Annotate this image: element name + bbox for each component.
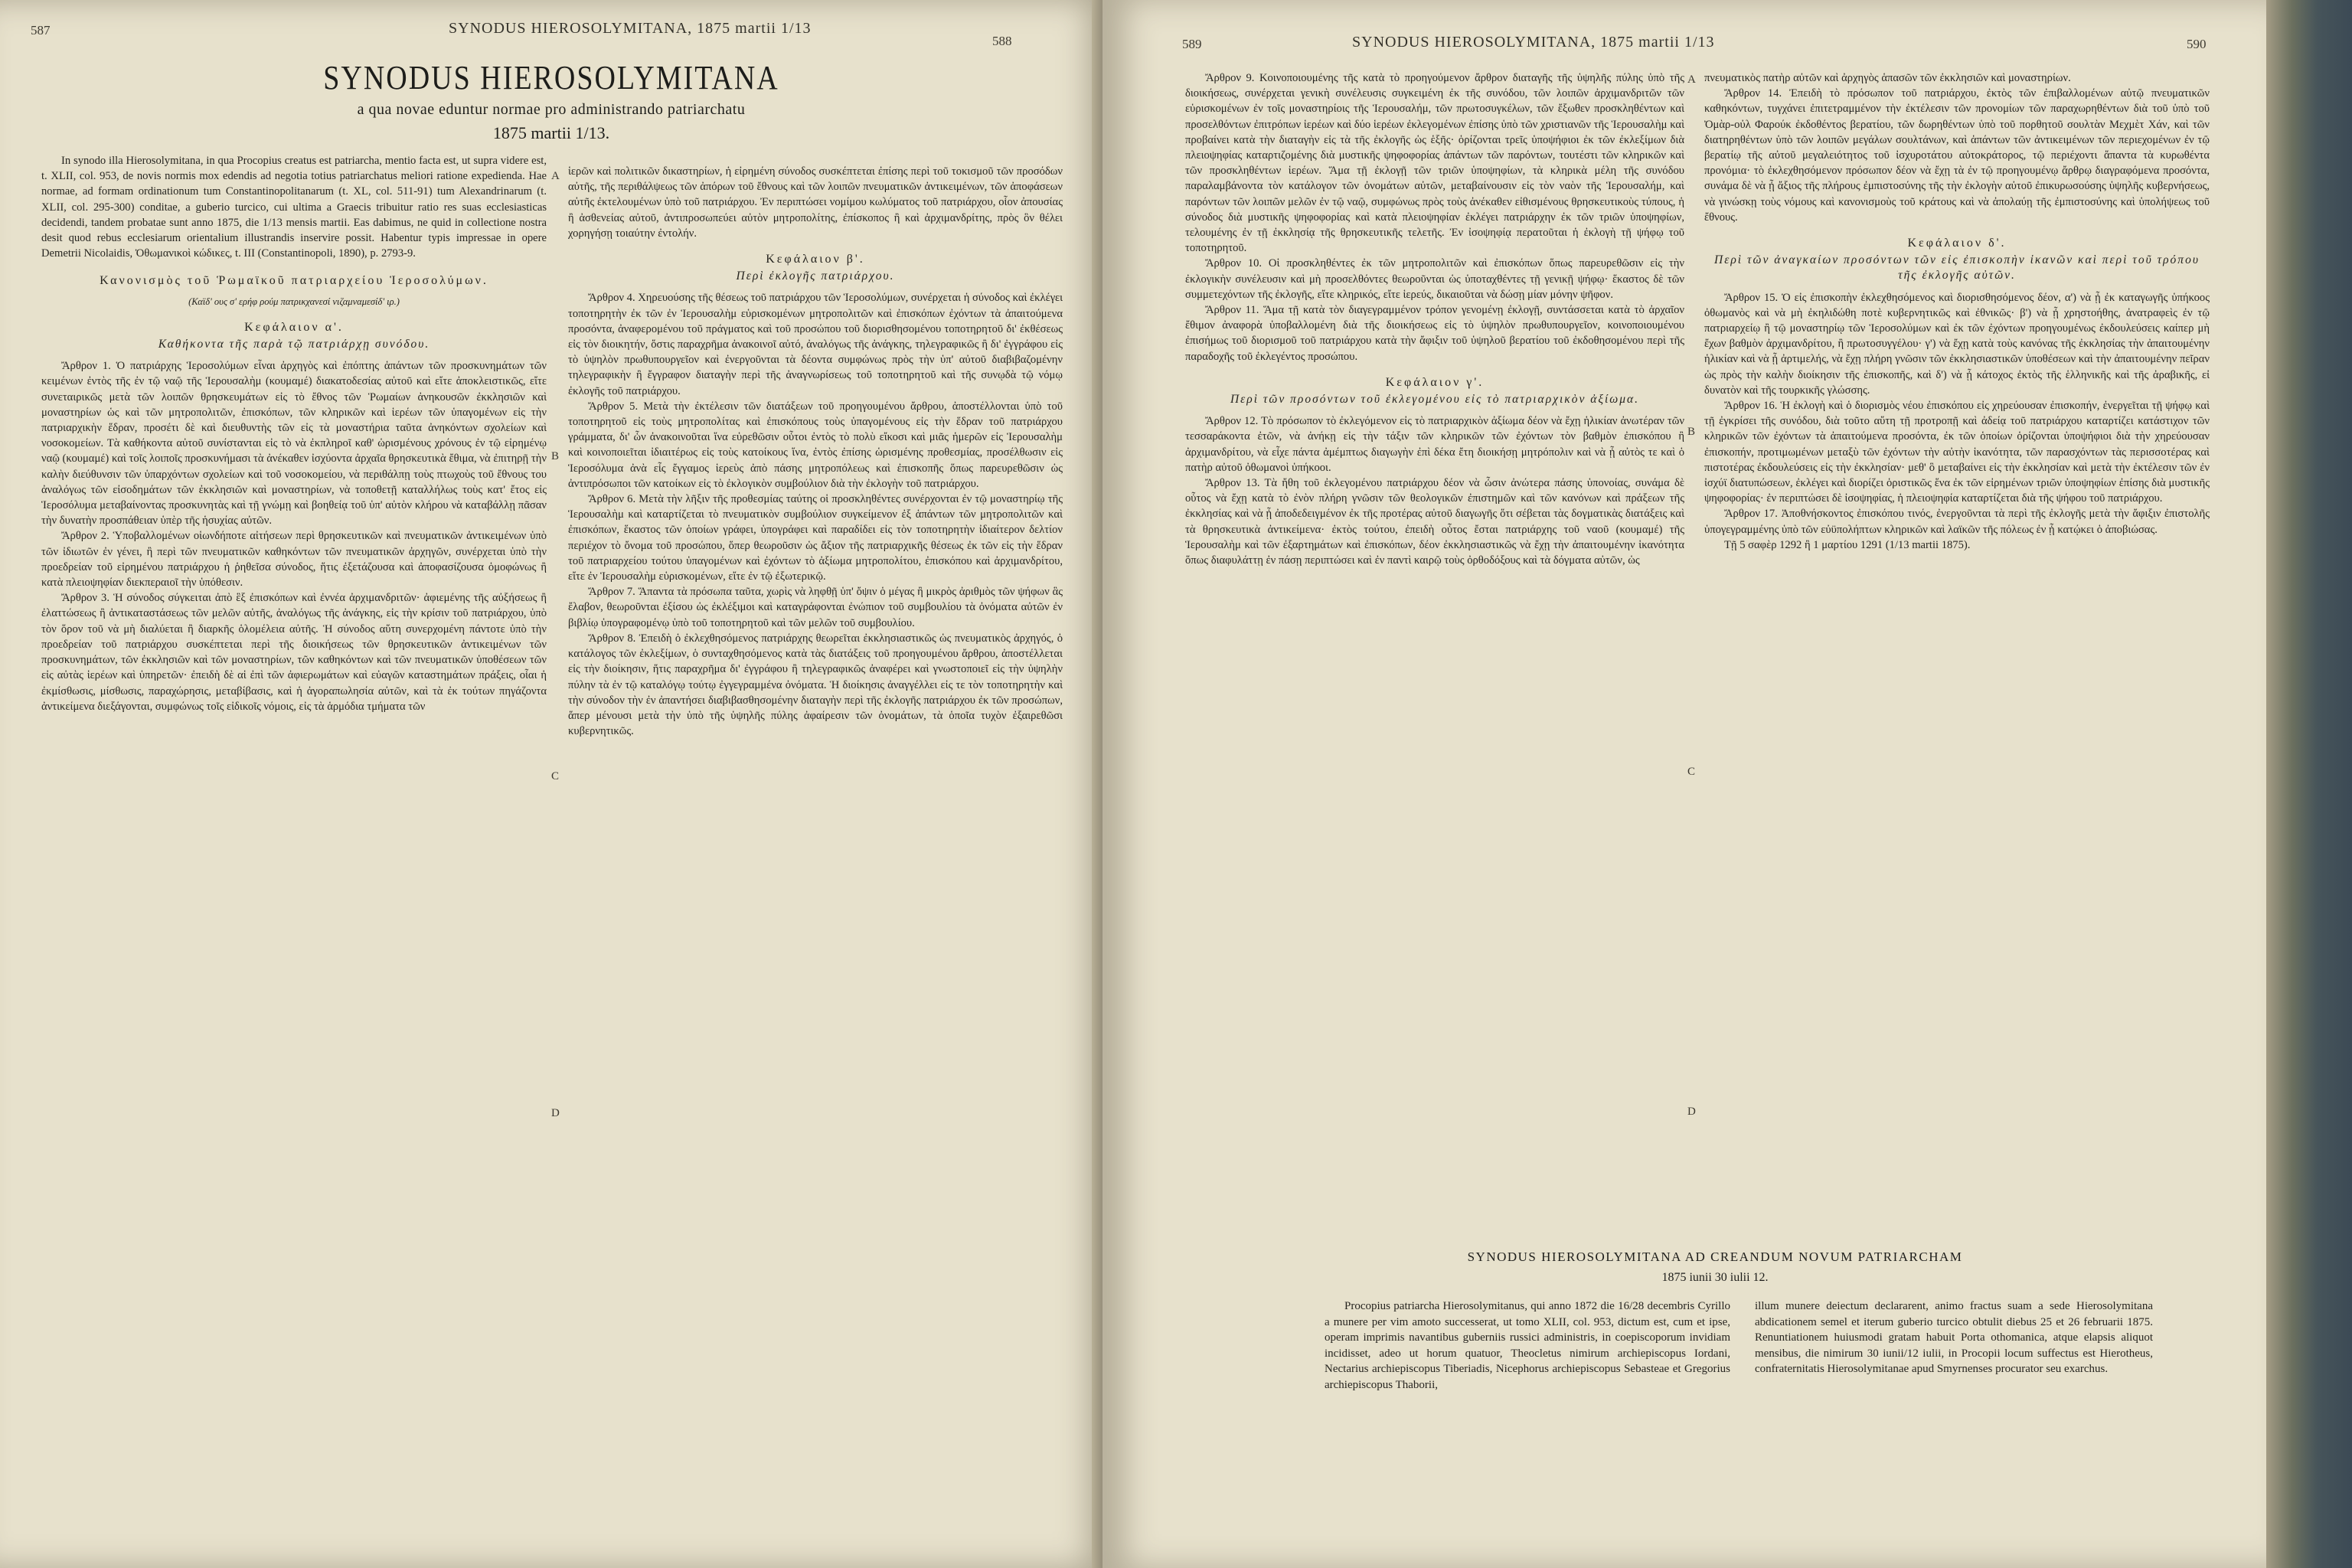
book-edge [2266,0,2352,1568]
chapter-3-heading: Κεφάλαιον γ'. [1385,375,1485,389]
column-marker-b: B [1687,426,1696,438]
chapter-2-heading: Κεφάλαιον β'. [766,253,865,266]
article-paragraph: Ἄρθρον 13. Τὰ ἤθη τοῦ ἐκλεγομένου πατριάρχου δέον νὰ ὦσιν ἀνώτερα πάσης ὑπονοίας, συνάμα δὲ οὗτος νὰ ἔχῃ κατὰ τὸ ἐνὸν πλήρη γνῶσιν τῶν θεολογικῶν ἐπιστημῶν καὶ τῶν κανόνων καὶ πράξεων τῆς ἐκκλησίας καὶ νὰ ᾖ ἀποδεδειγμένον ἐκ τῆς προτέρας αὐτοῦ διαγωγῆς ὅτι σέβεται τὰς δογματικὰς διατάξεις καὶ τὰ θρησκευτικὰ ἀντικείμενα· ἐκτὸς τούτου, ἐπειδὴ οὗτος ἔσται πατριάρχης τοῦ ναοῦ (κουμαμέ) τῆς Ἱερουσαλὴμ καὶ τῶν ἐξαρτημάτων καὶ ἐπισκόπων, δέον ἐκκλησιαστικῶς νὰ ἔχῃ τὴν ἀπαιτουμένην ἱκανότητα ὅπως διαφυλάττῃ ἐν πάσῃ περιπτώσει καὶ ἐν παντὶ καιρῷ τοὺς ὀρθοδόξους καὶ τὰ δόγματα αὐτῶν, ὡς [1185,477,1684,567]
column-marker-a: A [551,170,560,182]
section-2-column-1 [1325,1298,1730,1393]
article-paragraph: Ἄρθρον 6. Μετὰ τὴν λῆξιν τῆς προθεσμίας ταύτης οἱ προσκληθέντες συνέρχονται ἐν τῷ μοναστηρίῳ τῆς Ἱερουσαλὴμ καὶ καταρτίζεται τὸ πνευματικὸν συμβούλιον συγκείμενον ἐξ ἁπάντων τῶν μητροπολιτῶν καὶ ἐπισκόπων, ἕκαστος τῶν ὁποίων γράφει, ὑπογράφει καὶ παραδίδει εἰς τὸν τοποτηρητὴν ἰδιαίτερον δελτίον περιέχον τὸ ὄνομα τοῦ προσώπου, ὅπερ θεωροῦσιν ὡς ἄξιον τῆς πατριαρχικῆς θέσεως ἐκ τῶν εἰς τὴν ἕδραν τοῦ πατριαρχείου τούτου ὑπαγομένων καὶ ἐχόντων τὸ ἀξίωμα μητροπολίτου, ἐπισκόπου καὶ ἀρχιμανδρίτου, εἴτε ἐν Ἱερουσαλὴμ εὑρισκομένων, εἴτε ἐν τῷ ἐξωτερικῷ. [568,493,1063,583]
article-paragraph: Ἄρθρον 14. Ἐπειδὴ τὸ πρόσωπον τοῦ πατριάρχου, ἐκτὸς τῶν ἐπιβαλλομένων αὐτῷ πνευματικῶν καθηκόντων, τυγχάνει ἐπιτετραμμένον τὴν ἐκτέλεσιν τῶν προνομίων τῶν παραχωρηθέντων διὰ τοῦ ὑπὸ τοῦ Ὀμὰρ-οὐλ Φαρούκ ἐκδοθέντος βερατίου, τῶν δωρηθέντων ὑπὸ τοῦ πορθητοῦ σουλτὰν Μεχμὲτ Χάν, καὶ τῶν διατηρηθέντων ὑπὸ τῶν λοιπῶν μεγάλων σουλτάνων, καὶ ἁπάντων τῶν ἀντικειμένων τῶν περιεχομένων ἐν τῷ βερατίῳ τῆς αὐτοῦ μεγαλειότητος τοῦ ἰσχυροτάτου αὐτοκράτορος, τῷ περιέχοντι ἅπαντα τὰ κυρωθέντα προνόμια· τὸ ἐκλεχθησόμενον πρόσωπον δέον νὰ ἔχῃ τὰ ἐν τῷ προηγουμένῳ ἄρθρῳ διαγραφόμενα προσόντα, συνάμα δὲ νὰ ᾖ ἄξιος τῆς πλήρους ἐμπιστοσύνης τῆς τὴν ἐκλογὴν αὐτοῦ ἐπικυρωσούσης ὑψηλῆς κυβερνήσεως, νὰ γινώσκῃ τοὺς νόμους καὶ κανονισμοὺς τοῦ κράτους καὶ νὰ ἀπολαύῃ τῆς ἐμπιστοσύνης καὶ ὑπολήψεως τοῦ ἔθνους. [1704,87,2210,224]
main-date: 1875 martii 1/13. [492,123,610,142]
chapter-2-subtitle: Περὶ ἐκλογῆς πατριάρχου. [736,270,895,283]
regulation-subtitle: (Καϊδ' ους σ' ερήφ ρούμ πατρικχανεσί νιζαμναμεσίδ' ιρ.) [188,296,400,307]
article-paragraph: Ἄρθρον 1. Ὁ πατριάρχης Ἱεροσολύμων εἶναι ἀρχηγὸς καὶ ἐπόπτης ἁπάντων τῶν προσκυνημάτων τῶν κειμένων ἐντὸς τῆς ἐν τῷ ναῷ τῆς Ἱερουσαλὴμ (κουμαμέ) διακατοδεσίας αὐτοῦ καὶ εἴτε ἀποκλειστικῶς, εἴτε συνεταιρικῶς μετὰ τῶν λοιπῶν θρησκευμάτων εἰς τὸ ἔθνος τῶν Ῥωμαίων ἀνηκουσῶν ἐκκλησιῶν καὶ μοναστηρίων ὡς καὶ τῶν μητροπολιτῶν, ἐπισκόπων, τῶν κληρικῶν καὶ ἱερέων τῶν ὑπαγομένων εἰς τὴν πατριαρχικὴν ἕδραν, προσέτι δὲ καὶ διευθυντὴς τῶν εἰς τὰ μοναστήρια ταῦτα ἀνηκόντων σχολείων καὶ νοσοκομείων. Τὰ καθήκοντα αὐτοῦ συνίστανται εἰς τὸ νὰ ἐκπληροῖ καθ' ὡρισμένους χρόνους ἐν τῷ εἰρημένῳ ναῷ (κουμαμέ) καὶ τοῖς λοιποῖς προσκυνήμασι τὰ ἀνέκαθεν ἰσχύοντα ἀρχαῖα θρησκευτικὰ ἔθιμα, νὰ ἐπιτηρῇ τὴν καλὴν διεύθυνσιν τῶν ὑπαρχόντων σχολείων καὶ τοῦ νοσοκομείου, νὰ περιθάλπῃ τοὺς πτωχοὺς τοῦ ἔθνους του ἀναλόγως τῶν εἰσοδημάτων τῶν ἐκκλησιῶν καὶ μοναστηρίων, νὰ τοποθετῇ καταλλήλως τοὺς κατ' ἔτος εἰς Ἱεροσόλυμα μεταβαίνοντας προσκυνητὰς καὶ τῇ γνώμῃ καὶ βοηθείᾳ τοῦ ὑπ' αὐτὸν κλήρου νὰ καταβάλλῃ πᾶσαν τὴν δυνατὴν προσπάθειαν ὑπὲρ τῆς ἡσυχίας αὐτῶν. [41,360,547,528]
article-paragraph: ἱερῶν καὶ πολιτικῶν δικαστηρίων, ἡ εἰρημένη σύνοδος συσκέπτεται ἐπίσης περὶ τοῦ τοκισμοῦ τῶν προσόδων αὐτῆς, τῆς περιθάλψεως τῶν ἀπόρων τοῦ ἔθνους καὶ τῶν λοιπῶν πνευματικῶν ἀντικειμένων, τῶν ἀποφάσεων αὐτῆς ἐκτελουμένων ὑπὸ τοῦ πατριάρχου. Ἐν περιπτώσει νομίμου κωλύματος τοῦ πατριάρχου, οἷον ἀπουσίας ἢ ἀσθενείας αὐτοῦ, ἀντιπροσωπεύει αὐτὸν μητροπολίτης, ἐπίσκοπος ἢ καὶ ἀρχιμανδρίτης, πρὸς ὃν θέλει χορηγήσῃ τοιαύτην ἐντολήν. [568,165,1063,240]
article-paragraph: Ἄρθρον 17. Ἀποθνήσκοντος ἐπισκόπου τινός, ἐνεργοῦνται τὰ περὶ τῆς ἐκλογῆς μετὰ τὴν ἄφιξιν ἐπιστολῆς ὑπογεγραμμένης ὑπὸ τῶν εὐϋπολήπτων κληρικῶν καὶ λαϊκῶν τῆς πόλεως ἐν ᾗ κατῴκει ὁ ἀποβιώσας. [1704,508,2210,536]
chapter-1-subtitle: Καθήκοντα τῆς παρὰ τῷ πατριάρχῃ συνόδου. [158,338,430,351]
main-subtitle: a qua novae eduntur normae pro administrando patriarchatu [357,101,746,118]
page-number-589: 589 [1182,37,1202,51]
column-marker-b: B [551,450,560,462]
running-header-right: SYNODUS HIEROSOLYMITANA, 1875 martii 1/13 [1352,34,1715,51]
article-paragraph: Ἄρθρον 8. Ἐπειδὴ ὁ ἐκλεχθησόμενος πατριάρχης θεωρεῖται ἐκκλησιαστικῶς ὡς πνευματικὸς ἀρχηγός, ὁ κατάλογος τῶν ἐκλεξίμων, ὁ συνταχθησόμενος κατὰ τὰς διατάξεις τοῦ προηγουμένου ἄρθρου, ἀποστέλλεται εἰς τὴν διοίκησιν, ἥτις παραχρῆμα δι' ἐγγράφου ἢ τηλεγραφικῶς ἀναφέρει καὶ γνωστοποιεῖ εἰς τὴν ὑψηλὴν πύλην τὰ ἐν τῷ καταλόγῳ τούτῳ ἐγγεγραμμένα ὀνόματα. Ἡ διοίκησις ἀναγγέλλει εἰς τε τὸν τοποτηρητὴν καὶ τὴν σύνοδον τὴν ἐν ἀπαντήσει διαβιβασθησομένην διαταγὴν περὶ τῆς ἐκλογῆς πατριάρχου ἐκ τῶν προσώπων, ἅπερ μένουσι μετὰ τὴν ὑπὸ τῆς ὑψηλῆς πύλης ἀφαίρεσιν τῶν ὀνομάτων, τὰ ὁποῖα τυχὸν ἐξαιρεθῶσι κυβερνητικῶς. [568,632,1063,738]
article-paragraph: Ἄρθρον 16. Ἡ ἐκλογὴ καὶ ὁ διορισμὸς νέου ἐπισκόπου εἰς χηρεύουσαν ἐπισκοπήν, ἐνεργεῖται τῇ ψήφῳ καὶ τῇ ἐγκρίσει τῆς συνόδου, διὰ τοῦτο αὕτη τῇ προτροπῇ καὶ ἀδείᾳ τοῦ πατριάρχου καταρτίζει κατάστιχον τῶν κληρικῶν τῶν ἐχόντων τὰ ἀπαιτούμενα προσόντα, ἐκ τῶν ὁποίων ὁρίζονται ὑποψήφιοι διὰ τὴν χηρεύουσαν ἐπισκοπήν, προτιμωμένων μεταξὺ τῶν ἐχόντων τὴν αὐτὴν ἱκανότητα, τῶν παρασχόντων τὰς περισσοτέρας καὶ πιστοτέρας ἐκδουλεύσεις εἰς τὴν ἐκκλησίαν· μεθ' ὃ μεταβαίνει εἰς τὴν ἐκκλησίαν καὶ μετὰ τὴν ἐκτέλεσιν τῶν ἐν ἰσχύϊ διατυπώσεων, ἐκλέγει καὶ διορίζει ὁριστικῶς ἕνα ἐκ τῶν εἰρημένων τριῶν ὑποψηφίων ἐπίσης διὰ μυστικῆς ψηφοφορίας· ἐν περιπτώσει δὲ ἰσοψηφίας, ἡ πλειοψηφία καταρτίζεται διὰ τῆς ψήφου τοῦ πατριάρχου. [1704,400,2210,505]
chapter-4-subtitle: Περὶ τῶν ἀναγκαίων προσόντων τῶν εἰς ἐπισκοπὴν ἱκανῶν καὶ περὶ τοῦ τρόπου τῆς ἐκλογῆς αὐτῶν. [1714,253,2200,283]
article-paragraph: πνευματικὸς πατὴρ αὐτῶν καὶ ἀρχηγὸς ἁπασῶν τῶν ἐκκλησιῶν καὶ μοναστηρίων. [1704,72,2071,84]
column-marker-d: D [551,1107,560,1119]
article-paragraph: Ἄρθρον 15. Ὁ εἰς ἐπισκοπὴν ἐκλεχθησόμενος καὶ διορισθησόμενος δέον, α') νὰ ᾖ ἐκ καταγωγῆς ὑπήκοος ὀθωμανὸς καὶ νὰ μὴ ἐκηλιδώθη ποτὲ κυβερνητικῶς καὶ ἐθνικῶς· β') νὰ ᾖ χρηστοήθης, ἀνατραφεὶς ἐν τῷ πατριαρχείῳ ἢ τῷ μοναστηρίῳ τῶν Ἱεροσολύμων καὶ ἐκ τῶν ἐχόντων προηγουμένως ἐκδουλεύσεις καίπερ μὴ ἔχων βαθμὸν ἀρχιμανδρίτου, ἢ πρωτοσυγγέλου· γ') νὰ ἔχῃ κατὰ τοὺς κανόνας τῆς ἐκκλησίας τὴν ἀπαιτουμένην ἡλικίαν καὶ νὰ ᾖ ἀρτιμελής, νὰ ἔχῃ πλήρη γνῶσιν τῶν ἐκκλησιαστικῶν ὑποθέσεων καὶ τὴν ἀπαιτουμένην πεῖραν ὡς πρὸς τὴν καλὴν διοίκησιν τῆς ἐπισκοπῆς, καὶ δ') νὰ ᾖ κάτοχος ἐκτὸς τῆς ἑλληνικῆς καὶ τῆς ἀραβικῆς, εἰ δυνατὸν καὶ τῆς τουρκικῆς γλώσσης. [1704,291,2210,397]
regulation-title: Κανονισμὸς τοῦ Ῥωμαϊκοῦ πατριαρχείου Ἱεροσολύμων. [100,274,488,288]
right-page [1102,0,2266,1568]
intro-paragraph: In synodo illa Hierosolymitana, in qua Procopius creatus est patriarcha, mentio facta est, ut supra videre est, t. XLII, col. 953, de novis normis mox edendis ad negotia totius patriarchatus meliori ratione expedienda. Hae normae, ad formam ordinationum tum Constantinopolitanarum (t. XL, col. 511-91) tum Alexandrinarum (t. XLII, col. 295-300) conditae, a guberio turcico, cui ultima a Graecis tribuitur ratio res suas ecclesiasticas decidendi, tandem probatae sunt anno 1875, die 1/13 mensis martii. Eas dabimus, ne quid in collectione nostra desit quod rebus ecclesiarum orientalium illustrandis inservire possit. Habentur typis impressae in opere Demetrii Nicolaidis, Ὀθωμανικοὶ κώδικες, t. III (Constantinopoli, 1890), p. 2793-9. [41,155,547,260]
column-marker-c: C [551,770,560,782]
article-paragraph: Ἄρθρον 3. Ἡ σύνοδος σύγκειται ἀπὸ ἓξ ἐπισκόπων καὶ ἐννέα ἀρχιμανδριτῶν· ἀφιεμένης τῆς αὐξήσεως ἢ ἐλαττώσεως ἢ ἀντικαταστάσεως τῶν μελῶν αὐτῆς, ἀναλόγως τῆς ἀνάγκης, εἰς τὴν κρίσιν τοῦ πατριάρχου, ὑπὸ τὸν ὅρον τοῦ νὰ μὴ διαλύεται ἢ διαρκῆς ὁλομέλεια αὐτῆς. Ἡ σύνοδος αὕτη συνερχομένη πάντοτε ὑπὸ τὴν προεδρείαν τοῦ πατριάρχου συσκέπτεται περὶ τῆς διοικήσεως τῶν θρησκευτικῶν ἀντικειμένων τῶν προσκυνημάτων, τῶν ἐκκλησιῶν καὶ τῶν μοναστηρίων, τῶν καθηκόντων καὶ τῶν πνευματικῶν ὑποθέσεων τῶν εἰς αὐτὰς ἱερέων καὶ ὑπηρετῶν· ἐπειδὴ δὲ αἱ ἐπὶ τῶν ἀφιερωμάτων καὶ εὐαγῶν καταστημάτων πράξεις, οἷαι ἡ ἐκμίσθωσις, μίσθωσις, παραχώρησις, μεταβίβασις, καὶ ἡ ἀγοραπωλησία αὐτῶν, καὶ τὰ ἐκ τούτων πηγάζοντα ἀντικείμενα διεξάγονται, συμφώνως τοῖς εἰδικοῖς νόμοις, εἰς τὰ ἁρμόδια τμήματα τῶν [41,592,547,713]
page-number-590: 590 [2187,37,2207,51]
document-title-block [260,61,842,143]
right-column-1 [1185,70,1684,568]
article-paragraph: Ἄρθρον 5. Μετὰ τὴν ἐκτέλεσιν τῶν διατάξεων τοῦ προηγουμένου ἄρθρου, ἀποστέλλονται ὑπὸ τοῦ τοποτηρητοῦ εἰς τοὺς μητροπολίτας καὶ ἐπισκόπους τοὺς ὑπαγομένους εἰς τὴν ἕδραν τοῦ πατριάρχου γράμματα, δι' ὧν ἀνακοινοῦται ἵνα εὑρεθῶσιν οὗτοι ἐντὸς τὸ πολὺ εἴκοσι καὶ μιᾶς ἡμερῶν εἰς Ἱερουσαλὴμ καὶ κοινοποιεῖται ἰδιαιτέρως εἰς τοὺς κατοίκους ἵνα, ἐντὸς ἐπίσης ὡρισμένης προθεσμίας, προσέλθωσιν εἰς Ἱεροσόλυμα ἀνὰ εἷς ἔγγαμος ἱερεὺς ἀπὸ πάσης μητροπόλεως καὶ ἐπισκοπῆς ὅπως παρευρεθῶσιν ὡς ἀντιπρόσωποι τῶν κατοίκων εἰς τὸ ἐκλογικὸν συμβούλιον διὰ τὴν ἐκλογὴν τοῦ πατριάρχου. [568,400,1063,490]
column-marker-d: D [1687,1106,1696,1118]
section-2-title: SYNODUS HIEROSOLYMITANA AD CREANDUM NOVUM PATRIARCHAM [1467,1250,1963,1264]
column-marker-c: C [1687,766,1696,778]
article-paragraph: Ἄρθρον 10. Οἱ προσκληθέντες ἐκ τῶν μητροπολιτῶν καὶ ἐπισκόπων ὅπως παρευρεθῶσιν εἰς τὴν ἐκλογικὴν συνέλευσιν καὶ μὴ προσελθόντες θεωροῦνται ὡς ὑποταχθέντες τῇ γενικῇ ψήφῳ· ἕκαστος δὲ τῶν συμμετεχόντων τῆς ἐκλογῆς, εἴτε κληρικός, εἴτε ἱερεύς, δικαιοῦται νὰ δώσῃ μίαν μόνην ψῆφον. [1185,257,1684,301]
page-number-588: 588 [992,34,1012,48]
section-2-column-2 [1755,1298,2153,1377]
chapter-1-heading: Κεφάλαιον α'. [244,320,344,334]
section-2-paragraph: illum munere deiectum declararent, animo fractus suam a sede Hierosolymitana abdicationem semel et iterum guberio turcico obtulit diebus 25 et 26 februarii 1875. Renuntiationem huiusmodi gratam habuit Porta othomanica, atque elapsis aliquot mensibus, die nimirum 30 iunii/12 iulii, in Procopii locum suffectus est Hierotheus, confraternitatis Hierosolymitanae apud Smyrnenses procurator seu exarchus. [1755,1300,2153,1375]
article-paragraph: Ἄρθρον 9. Κοινοποιουμένης τῆς κατὰ τὸ προηγούμενον ἄρθρον διαταγῆς τῆς ὑψηλῆς πύλης ὑπὸ τῆς διοικήσεως, συνέρχεται γενικὴ συνέλευσις συγκειμένη ἐκ τῆς συνόδου, τῶν λοιπῶν ἀρχιμανδριτῶν τῶν εὑρισκομένων ἐν τοῖς μοναστηρίοις τῆς Ἱερουσαλήμ, τῶν πρωτοσυγκέλων, τῶν ἔξωθεν προσκληθέντων καὶ προσελθόντων ἐπιτρόπων ἱερέων καὶ δύο ἱερέων ἐκλεγομένων ἐπίσης ὑπὸ τῶν χριστιανῶν τῆς Ἱερουσαλὴμ καὶ προβαίνει κατὰ τὴν διαταγὴν εἰς τὰ τῆς ἐκλογῆς ὡς ἑξῆς· ὁρίζονται τρεῖς ὑποψήφιοι ἐκ τῶν ἐκλεξίμων διὰ πλειοψηφίας καταρτιζομένης διὰ μυστικῆς ψηφοφορίας ἁπάντων τῶν παρόντων, τουτέστι τῶν κληρικῶν καὶ τῶν προσκληθέντων ἱερέων. Ἅμα τῇ ἐκλογῇ τῶν τριῶν ὑποψηφίων, τὰ κληρικὰ μέλη τῆς συνόδου παραλαμβάνοντα τὸν κατάλογον τῶν ὀνομάτων αὐτῶν, μεταβαίνουσιν εἰς τὸν ναὸν τῆς Ἱερουσαλήμ, καὶ παρόντων τῶν λοιπῶν μελῶν ἐν τῷ ναῷ, συμφώνως πρὸς τοὺς ἀνέκαθεν εἰθισμένους θρησκευτικοὺς τύπους, ἡ σύνοδος διὰ μυστικῆς ψηφοφορίας καὶ κατὰ πλειοψηφίαν ἐκλέγει πατριάρχην ἐκ τῶν τριῶν ὑποψηφίων, τελουμένης ἐν τῇ ἐκκλησίᾳ τῆς θρησκευτικῆς τελετῆς. Ἐν ἰσοψηφίᾳ περατοῦται ἡ ἐκλογὴ τῇ ψήφῳ τοῦ τοποτηρητοῦ. [1185,72,1684,255]
running-header-left: SYNODUS HIEROSOLYMITANA, 1875 martii 1/13 [449,20,812,37]
chapter-4-heading: Κεφάλαιον δ'. [1907,237,2007,250]
page-number-587: 587 [31,23,51,38]
article-paragraph: Ἄρθρον 2. Ὑποβαλλομένων οἱωνδήποτε αἰτήσεων περὶ θρησκευτικῶν καὶ πνευματικῶν ἀντικειμένων ὑπὸ τῶν ἰδιωτῶν ἐν γένει, ἢ περὶ τῶν πνευματικῶν καθηκόντων τῶν πνευματικῶν ἀρχηγῶν, συνέρχεται ὑπὸ τὴν προεδρείαν τοῦ εἰρημένου πατριάρχου ἡ ῥηθεῖσα σύνοδος, ἥτις ἐξετάζουσα καὶ ἀποφασίζουσα ὁμοφώνως ἢ κατὰ πλειοψηφίαν διεκπεραιοῖ τὴν ὑπόθεσιν. [41,530,547,590]
right-column-2 [1704,70,2210,553]
left-page [0,0,1112,1568]
main-title: SYNODUS HIEROSOLYMITANA [323,59,779,97]
closing-date: Τῇ 5 σαφὲρ 1292 ἢ 1 μαρτίου 1291 (1/13 martii 1875). [1724,538,1971,551]
article-paragraph: Ἄρθρον 4. Χηρευούσης τῆς θέσεως τοῦ πατριάρχου τῶν Ἱεροσολύμων, συνέρχεται ἡ σύνοδος καὶ ἐκλέγει τοποτηρητὴν ἐκ τῶν ἐν Ἱερουσαλὴμ εὑρισκομένων μητροπολιτῶν καὶ ἐπισκόπων ἐχόντων τὰ ἀπαιτούμενα προσόντα, ἀναφερομένου τοῦ πράγματος καὶ τοῦ προσώπου τοῦ διορισθησομένου τοποτηρητοῦ δι' ἐκθέσεως εἰς τὸν διοικητήν, ὅστις παραχρῆμα ἀνακοινοῖ αὐτό, ἀναλόγως τῆς ἀνάγκης, τηλεγραφικῶς ἢ δι' ἐγγράφου εἰς τὸ ὑψηλὸν πρωθυπουργεῖον καὶ ἐνεργοῦνται τὰ δέοντα συμφώνως πρὸς τὴν ὑπ' αὐτοῦ διαβιβαζομένην τηλεγραφικὴν ἢ ἔγγραφον διαταγὴν περὶ τῆς ἀναγνωρίσεως τοῦ τοποτηρητοῦ καὶ τῆς συνῳδὰ τῷ νόμῳ ἐκλογῆς τοῦ πατριάρχου. [568,292,1063,397]
chapter-3-subtitle: Περὶ τῶν προσόντων τοῦ ἐκλεγομένου εἰς τὸ πατριαρχικὸν ἀξίωμα. [1230,393,1640,407]
article-paragraph: Ἄρθρον 11. Ἅμα τῇ κατὰ τὸν διαγεγραμμένον τρόπον γενομένῃ ἐκλογῇ, συντάσσεται κατὰ τὸ ἀρχαῖον ἔθιμον ἀναφορὰ ὑποβαλλομένη διὰ τῆς διοικήσεως εἰς τὸ ὑψηλὸν πρωθυπουργεῖον, κοινοποιουμένου ἐπισήμως τοῦ διορισμοῦ τοῦ πατριάρχου κατὰ τὴν ἄφιξιν τοῦ ὑψηλοῦ βερατίου τοῦ ἐκδοθησομένου περὶ τῆς παραδοχῆς τοῦ ἐκλεγέντος προσώπου. [1185,304,1684,363]
left-column-2 [568,164,1063,739]
section-2-date: 1875 iunii 30 iulii 12. [1661,1271,1769,1284]
section-2-paragraph: Procopius patriarcha Hierosolymitanus, qui anno 1872 die 16/28 decembris Cyrillo a munere per vim amoto successerat, ut tomo XLII, col. 953, dictum est, cum et ipse, operam imprimis navantibus guberniis russici administris, in coepiscoporum invidiam incidisset, adeo ut horum quatuor, Theocletus nimirum archiepiscopus Iordani, Nectarius archiepiscopus Tiberiadis, Nicephorus archiepiscopus Sebasteae et Gregorius archiepiscopus Thaborii, [1325,1300,1730,1391]
column-marker-a: A [1687,74,1696,86]
article-paragraph: Ἄρθρον 12. Τὸ πρόσωπον τὸ ἐκλεγόμενον εἰς τὸ πατριαρχικὸν ἀξίωμα δέον νὰ ἔχῃ ἡλικίαν ἀνωτέραν τῶν τεσσαράκοντα ἐτῶν, νὰ ἀνήκῃ εἰς τὴν τάξιν τῶν κληρικῶν τῶν ἐχόντων τὸν βαθμὸν ἐπισκόπου ἢ ἀρχιμανδρίτου, νὰ εἶχε πάντα ἀμέμπτως διαγωγὴν ἐπὶ δέκα ἔτη διοικήσῃ μητρόπολιν καὶ νὰ ᾖ αὐτὸς τε καὶ ὁ πατὴρ αὐτοῦ ὀθωμανοὶ ὑπήκοοι. [1185,415,1684,474]
article-paragraph: Ἄρθρον 7. Ἅπαντα τὰ πρόσωπα ταῦτα, χωρὶς νὰ ληφθῇ ὑπ' ὄψιν ὁ μέγας ἢ μικρὸς ἀριθμὸς τῶν ψήφων ἃς ἔλαβον, θεωροῦνται ἐξίσου ὡς ἐκλέξιμοι καὶ καταγράφονται ἐνώπιον τοῦ συμβουλίου τὰ ὀνόματα αὐτῶν ἐν βιβλίῳ ὑπογραφομένῳ ὑπὸ τοῦ τοποτηρητοῦ καὶ τῶν μελῶν τοῦ συμβουλίου. [568,586,1063,629]
left-column-1 [41,153,547,714]
